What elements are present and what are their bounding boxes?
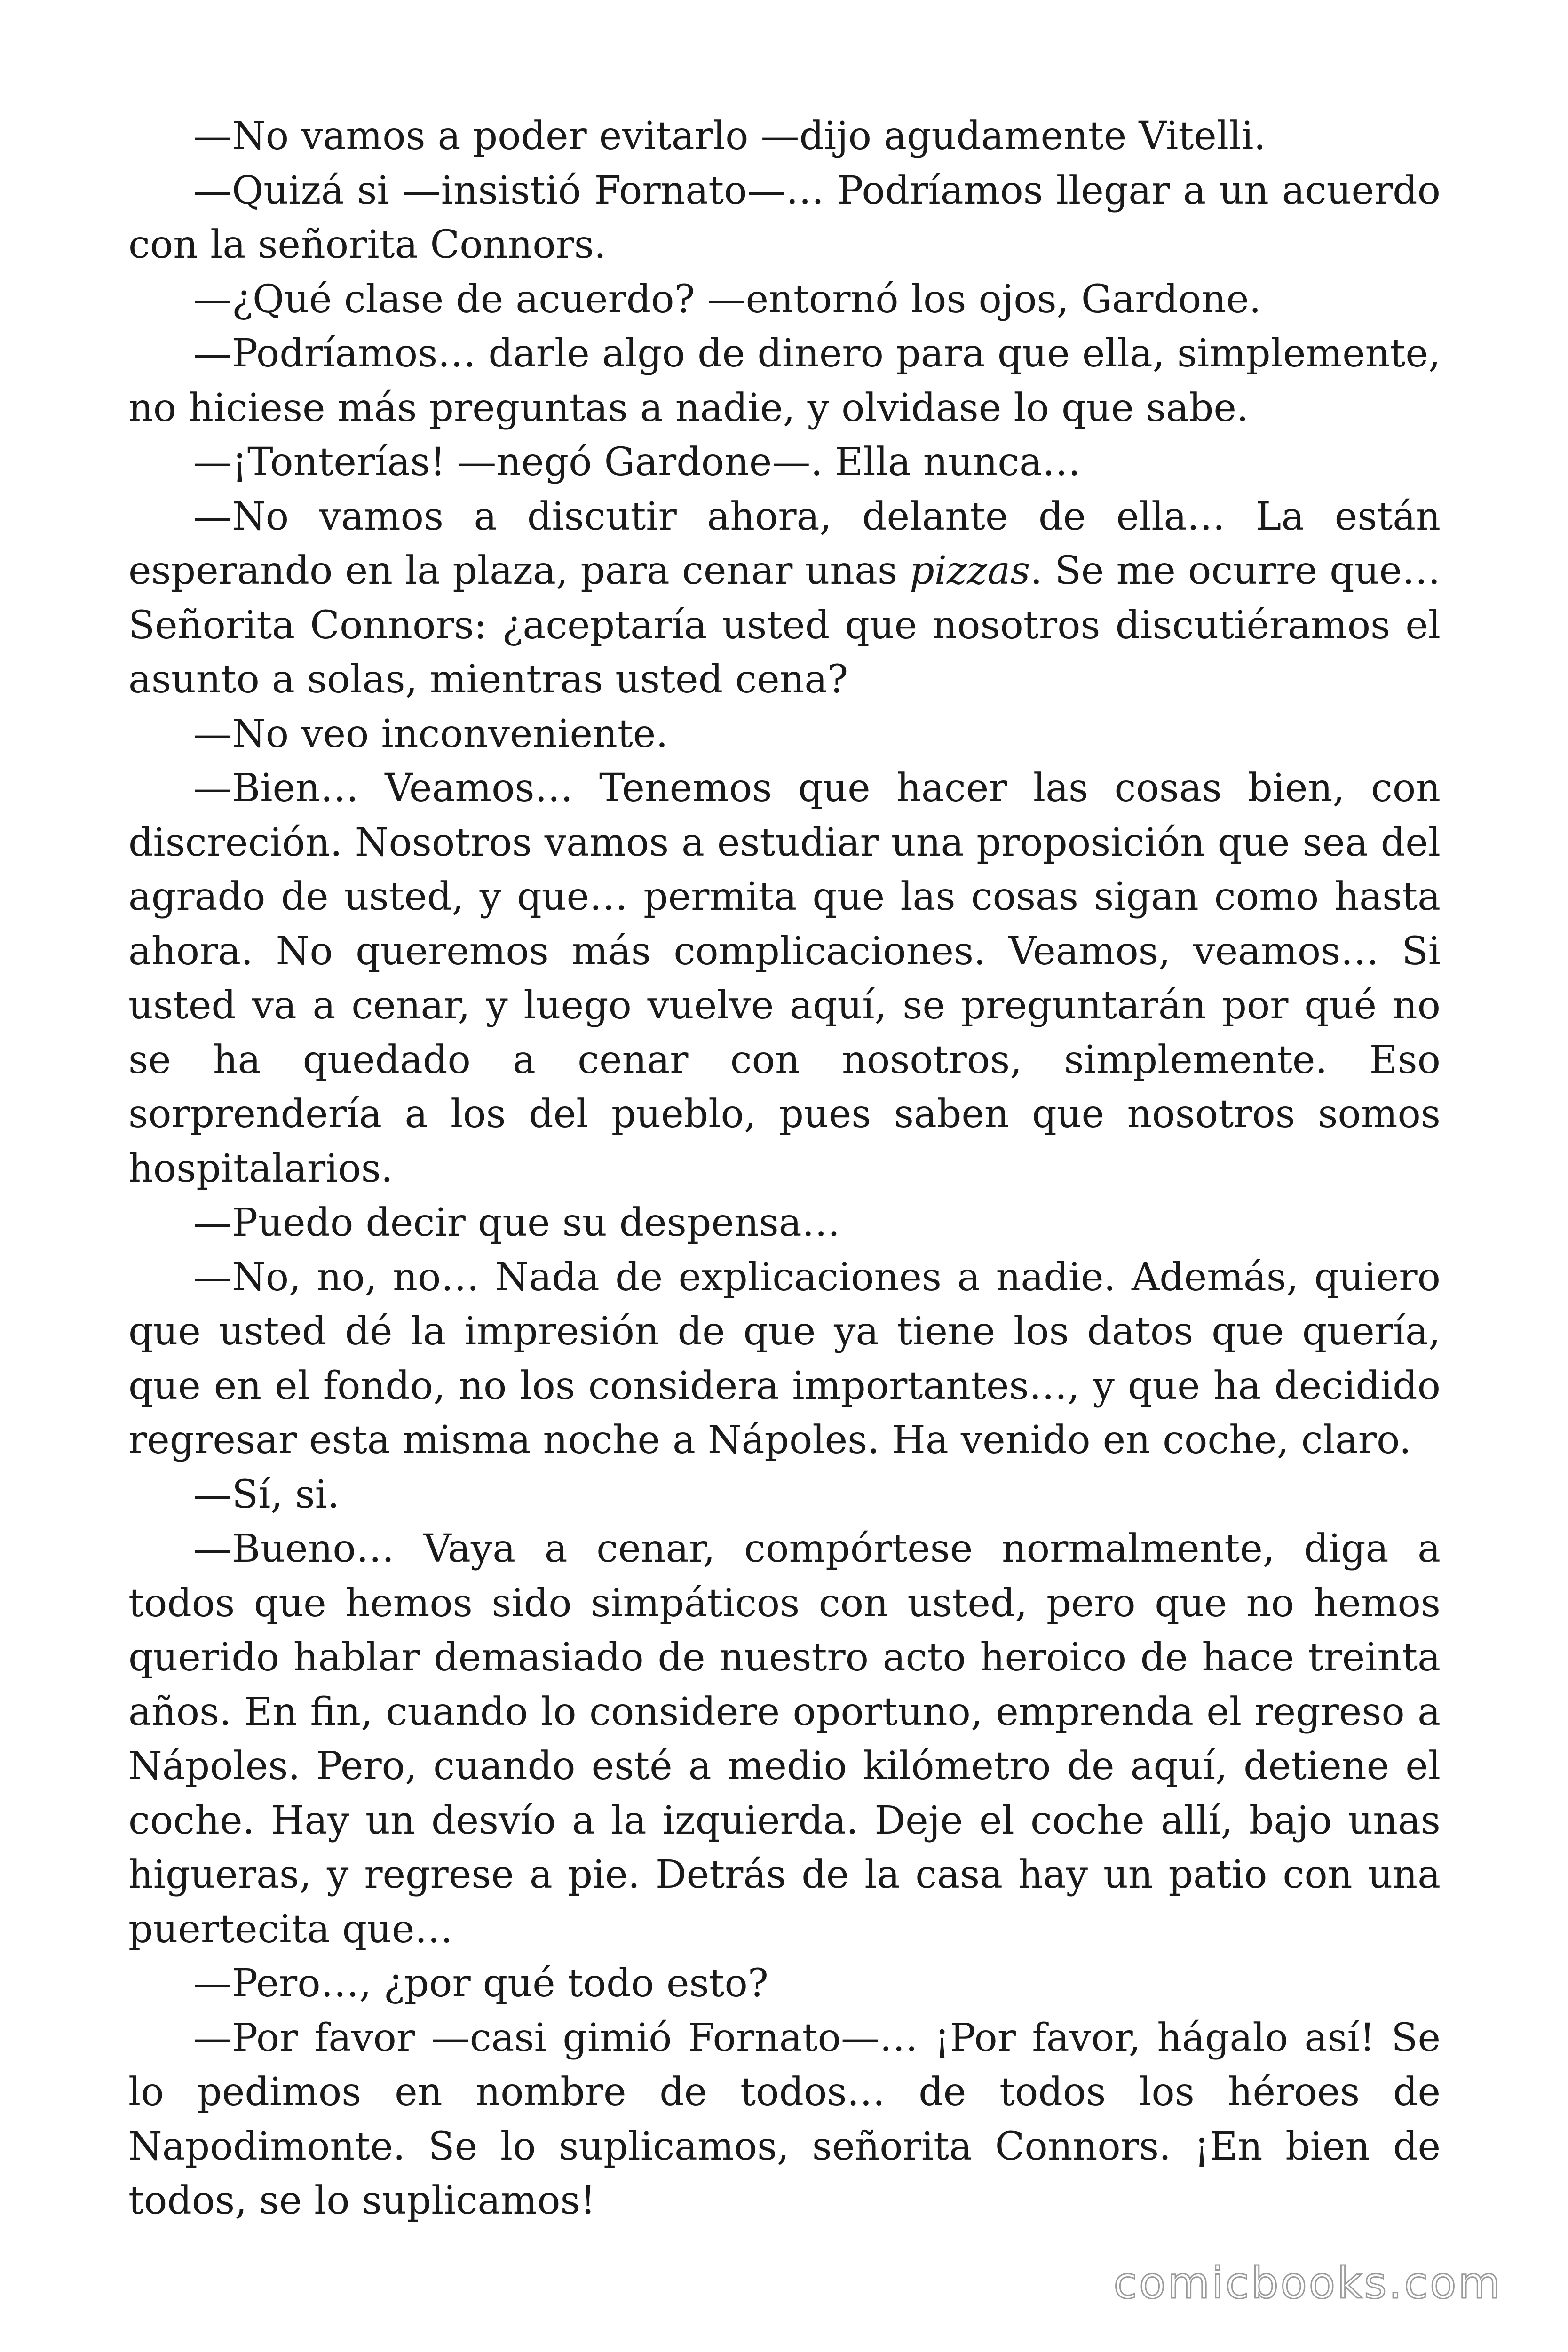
- paragraph: —No, no, no… Nada de explicaciones a nadie. Además, quiero que usted dé la impresión de que ya tiene los datos que quería, que en el fondo, no los considera importantes…, y que ha decidido regresar esta misma noche a Nápoles. Ha venido en coche, claro.: [128, 1255, 1441, 1462]
- emphasized-word: pizzas: [910, 548, 1030, 593]
- paragraph: —Bien… Veamos… Tenemos que hacer las cosas bien, con discreción. Nosotros vamos a estudiar una proposición que sea del agrado de usted, y que… permita que las cosas sigan como hasta ahora. No queremos más complicaciones. Veamos, veamos… Si usted va a cenar, y luego vuelve aquí, se preguntarán por qué no se ha quedado a cenar con nosotros, simplemente. Eso sorprendería a los del pueblo, pues saben que nosotros somos hospitalarios.: [128, 766, 1441, 1191]
- paragraph: [128, 490, 1441, 707]
- paragraph: —¿Qué clase de acuerdo? —entornó los ojos, Gardone.: [193, 277, 1261, 322]
- paragraph: —¡Tonterías! —negó Gardone—. Ella nunca…: [193, 440, 1081, 485]
- paragraph: —No vamos a poder evitarlo —dijo agudamente Vitelli.: [193, 114, 1266, 159]
- paragraph: —Sí, si.: [193, 1472, 340, 1517]
- page-text: [128, 109, 1441, 2228]
- paragraph: —Puedo decir que su despensa…: [193, 1200, 840, 1245]
- paragraph-text-after-emphasis: . Se me ocurre que… Señorita Connors: ¿aceptaría usted que nosotros discutiéramos el asunto a solas, mientras usted cena?: [128, 548, 1441, 702]
- watermark: comicbooks.com: [1113, 2258, 1502, 2308]
- paragraph: —Podríamos… darle algo de dinero para que ella, simplemente, no hiciese más preguntas a nadie, y olvidase lo que sabe.: [128, 331, 1441, 430]
- paragraph: —Quizá si —insistió Fornato—… Podríamos llegar a un acuerdo con la señorita Connors.: [128, 168, 1441, 267]
- paragraph: —No veo inconveniente.: [193, 711, 668, 756]
- paragraph: —Pero…, ¿por qué todo esto?: [193, 1961, 768, 2006]
- paragraph: —Por favor —casi gimió Fornato—… ¡Por favor, hágalo así! Se lo pedimos en nombre de todos… de todos los héroes de Napodimonte. Se lo suplicamos, señorita Connors. ¡En bien de todos, se lo suplicamos!: [128, 2015, 1441, 2223]
- paragraph: —Bueno… Vaya a cenar, compórtese normalmente, diga a todos que hemos sido simpáticos con usted, pero que no hemos querido hablar demasiado de nuestro acto heroico de hace treinta años. En fin, cuando lo considere oportuno, emprenda el regreso a Nápoles. Pero, cuando esté a medio kilómetro de aquí, detiene el coche. Hay un desvío a la izquierda. Deje el coche allí, bajo unas higueras, y regrese a pie. Detrás de la casa hay un patio con una puertecita que…: [128, 1526, 1441, 1952]
- paragraph-text-before-emphasis: —No vamos a discutir ahora, delante de ella… La están esperando en la plaza, para cenar unas: [128, 494, 1441, 593]
